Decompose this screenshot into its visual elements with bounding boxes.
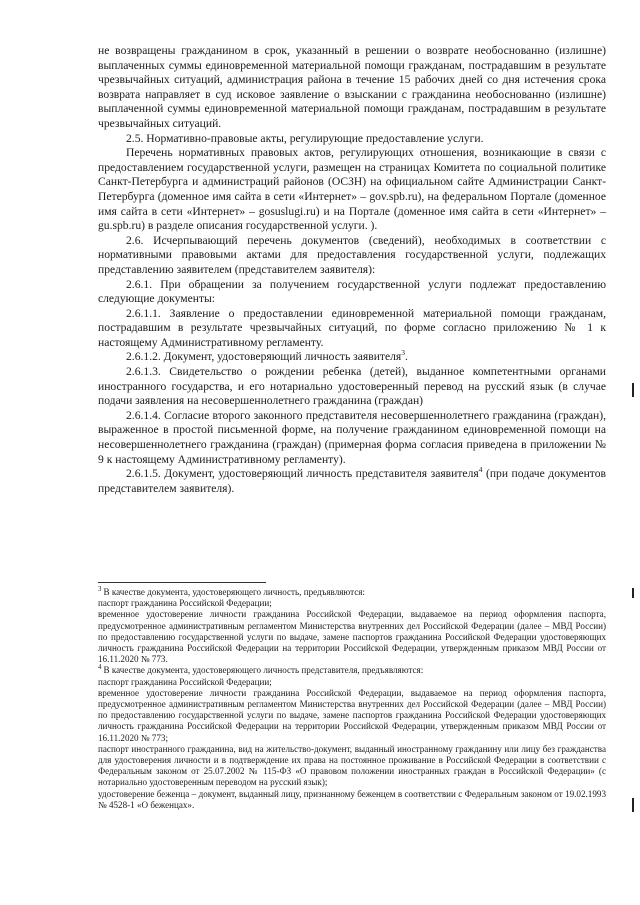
footnote-divider xyxy=(98,582,266,583)
item-2-6-1-2-text: 2.6.1.2. Документ, удостоверяющий личность заявителя xyxy=(126,350,402,364)
footnote-4-intro: В качестве документа, удостоверяющего личность представителя, предъявляются: xyxy=(103,665,424,676)
footnote-4-line-1: паспорт гражданина Российской Федерации; xyxy=(98,676,272,687)
footnote-3-line-0 xyxy=(98,584,606,598)
footnote-4-line-0 xyxy=(98,665,606,676)
item-2-6-1: 2.6.1. При обращении за получением государственной услуги подлежат предоставлению следующие документы: xyxy=(98,277,606,306)
item-2-6-1-5-end: (при подаче документов представителем заявителя). xyxy=(98,467,606,495)
paragraph-legal-acts-list: Перечень нормативных правовых актов, регулирующих отношения, возникающие в связи с предоставлением государственной услуги, размещен на страницах Комитета по социальной политике Санкт-Петербурга и администраций районов (ОСЗН) на официальном сайте Администрации Санкт-Петербурга (доменное имя сайта в сети «Интернет» – gov.spb.ru), на федеральном Портале (доменное имя сайта в сети «Интернет» – gosuslugi.ru) и на Портале (доменное имя сайта в сети «Интернет» – gu.spb.ru) в разделе описания государственной услуги. ). xyxy=(98,146,606,233)
item-2-6-1-1: 2.6.1.1. Заявление о предоставлении единовременной материальной помощи гражданам, пострадавшим в результате чрезвычайных ситуаций, по форме согласно приложению № 1 к настоящему Административному регламенту. xyxy=(98,306,606,349)
item-2-6-1-2 xyxy=(98,350,606,365)
footnote-4-line-2: временное удостоверение личности гражданина Российской Федерации, выдаваемое на период оформления паспорта, предусмотренное административным регламентом Министерства внутренних дел Российской Федерации (далее – МВД России) по предоставлению государственной услуги по выдаче, замене паспортов гражданина Российской Федерации удостоверяющих личность гражданина Российской Федерации на территории Российской Федерации, утвержденным приказом МВД России от 16.11.2020 № 773; xyxy=(98,687,606,743)
item-2-6-1-5 xyxy=(98,467,606,496)
footnote-3-line-1: паспорт гражданина Российской Федерации; xyxy=(98,598,272,609)
footnotes xyxy=(98,584,606,811)
item-2-6-1-5-text: 2.6.1.5. Документ, удостоверяющий личность представителя заявителя xyxy=(126,467,479,481)
footnote-3-line-2: временное удостоверение личности гражданина Российской Федерации, выдаваемое на период оформления паспорта, предусмотренное административным регламентом Министерства внутренних дел Российской Федерации (далее – МВД России) по предоставлению государственной услуги по выдаче, замене паспортов гражданина Российской Федерации удостоверяющих личность гражданина Российской Федерации на территории Российской Федерации, утвержденным приказом МВД России от 16.11.2020 № 773. xyxy=(98,609,606,665)
footnote-ref-4[interactable]: 4 xyxy=(478,465,483,475)
item-2-6-1-4: 2.6.1.4. Согласие второго законного представителя несовершеннолетнего гражданина (граждан), выраженное в простой письменной форме, на получение гражданином единовременной помощи на несовершеннолетнего гражданина (граждан) (примерная форма согласия приведена в приложении № 9 к настоящему Административному регламенту). xyxy=(98,408,606,466)
item-2-6-1-2-end: . xyxy=(405,350,408,364)
section-2-5-heading: 2.5. Нормативно-правовые акты, регулирующие предоставление услуги. xyxy=(126,131,484,145)
main-text xyxy=(98,44,606,496)
footnote-3-number: 3 xyxy=(98,584,102,593)
footnote-4-line-3: паспорт иностранного гражданина, вид на жительство-документ, выданный иностранному гражданину или лицу без гражданства для удостоверения личности и в подтверждение их права на постоянное проживание в Российской Федерации в соответствии с Федеральным законом от 25.07.2002 № 115-ФЗ «О правовом положении иностранных граждан в Российской Федерации» (с нотариально удостоверенным переводом на русский язык); xyxy=(98,743,606,788)
footnote-3-intro: В качестве документа, удостоверяющего личность, предъявляются: xyxy=(103,587,365,597)
footnote-ref-3[interactable]: 3 xyxy=(401,348,405,358)
paragraph-refund-lawsuit: не возвращены гражданином в срок, указанный в решении о возврате необоснованно (излишне) выплаченных суммы единовременной материальной помощи гражданам, пострадавшим в результате чрезвычайных ситуаций, администрация района в течение 15 рабочих дней со дня истечения срока возврата направляет в суд исковое заявление о взыскании с гражданина необоснованно (излишне) выплаченной суммы единовременной материальной помощи гражданам, пострадавшим в результате чрезвычайных ситуаций. xyxy=(98,44,606,130)
footnote-4-line-4: удостоверение беженца – документ, выданный лицу, признанному беженцем в соответствии с Федеральным законом от 19.02.1993 № 4528-1 «О беженцах». xyxy=(98,788,606,810)
scan-edge-mark xyxy=(632,588,634,598)
item-2-6-1-3: 2.6.1.3. Свидетельство о рождении ребенка (детей), выданное компетентными органами иностранного государства, и его нотариально удостоверенный перевод на русский язык (в случае подачи заявления на несовершеннолетнего гражданина (граждан) xyxy=(98,365,606,408)
scan-edge-mark xyxy=(632,383,634,397)
scan-edge-mark xyxy=(632,798,634,812)
footnote-4-number: 4 xyxy=(98,663,102,672)
section-2-6-heading: 2.6. Исчерпывающий перечень документов (сведений), необходимых в соответствии с нормативными правовыми актами для предоставления государственной услуги, подлежащих представлению заявителем (представителем заявителя): xyxy=(98,233,606,276)
